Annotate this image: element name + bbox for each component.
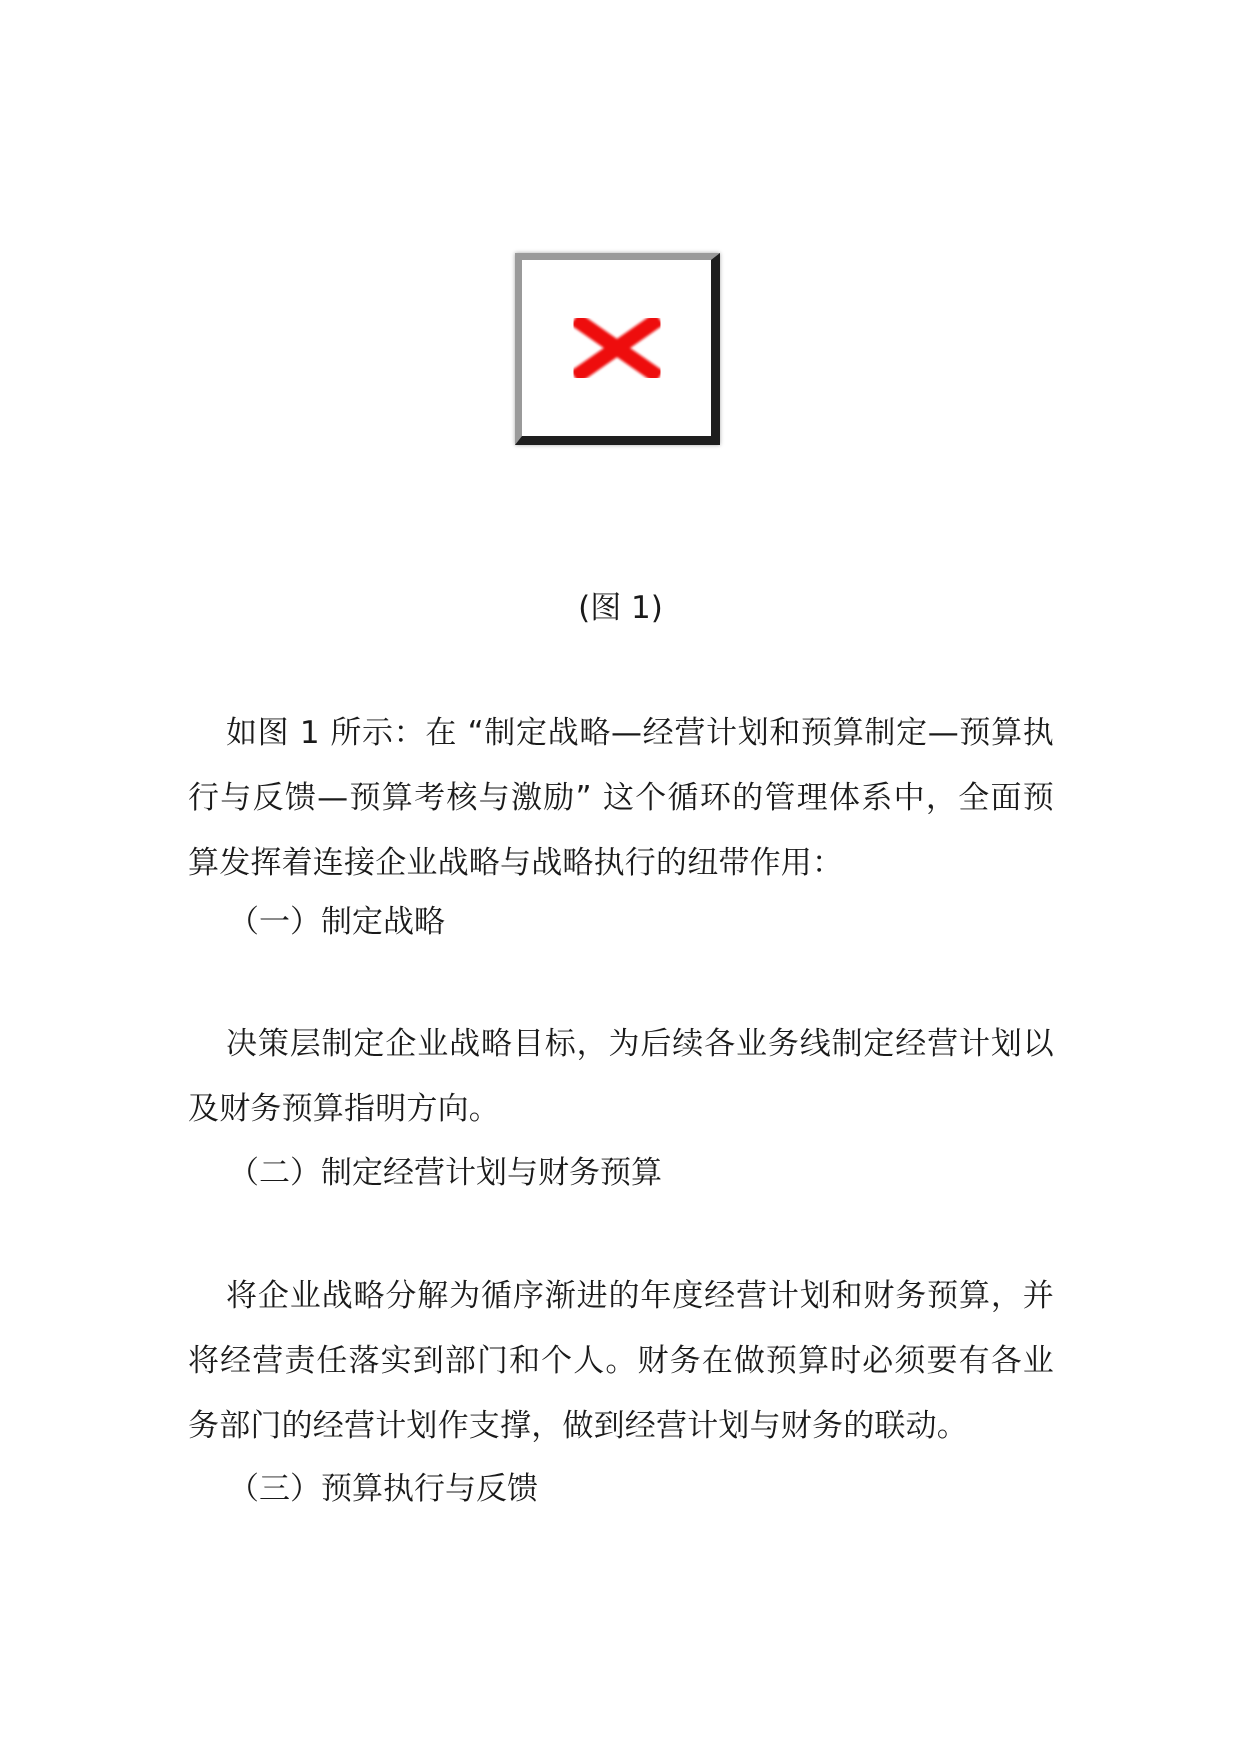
section-body-1: 决策层制定企业战略目标，为后续各业务线制定经营计划以及财务预算指明方向。 [188, 1026, 1054, 1127]
section-heading-3: （三）预算执行与反馈 [228, 1471, 538, 1507]
intro-paragraph: 如图 1 所示：在 “制定战略—经营计划和预算制定—预算执行与反馈—预算考核与激励” 这个循环的管理体系中，全面预算发挥着连接企业战略与战略执行的纽带作用： [188, 715, 1054, 881]
red-x-icon [569, 313, 665, 383]
section-body-2: 将企业战略分解为循序渐进的年度经营计划和财务预算，并将经营责任落实到部门和个人。财务在做预算时必须要有各业务部门的经营计划作支撑，做到经营计划与财务的联动。 [188, 1278, 1054, 1444]
section-heading-2: （二）制定经营计划与财务预算 [228, 1155, 662, 1191]
section-heading-1: （一）制定战略 [228, 904, 445, 940]
figure-caption: (图 1) [578, 590, 663, 626]
broken-image-icon [515, 253, 720, 445]
